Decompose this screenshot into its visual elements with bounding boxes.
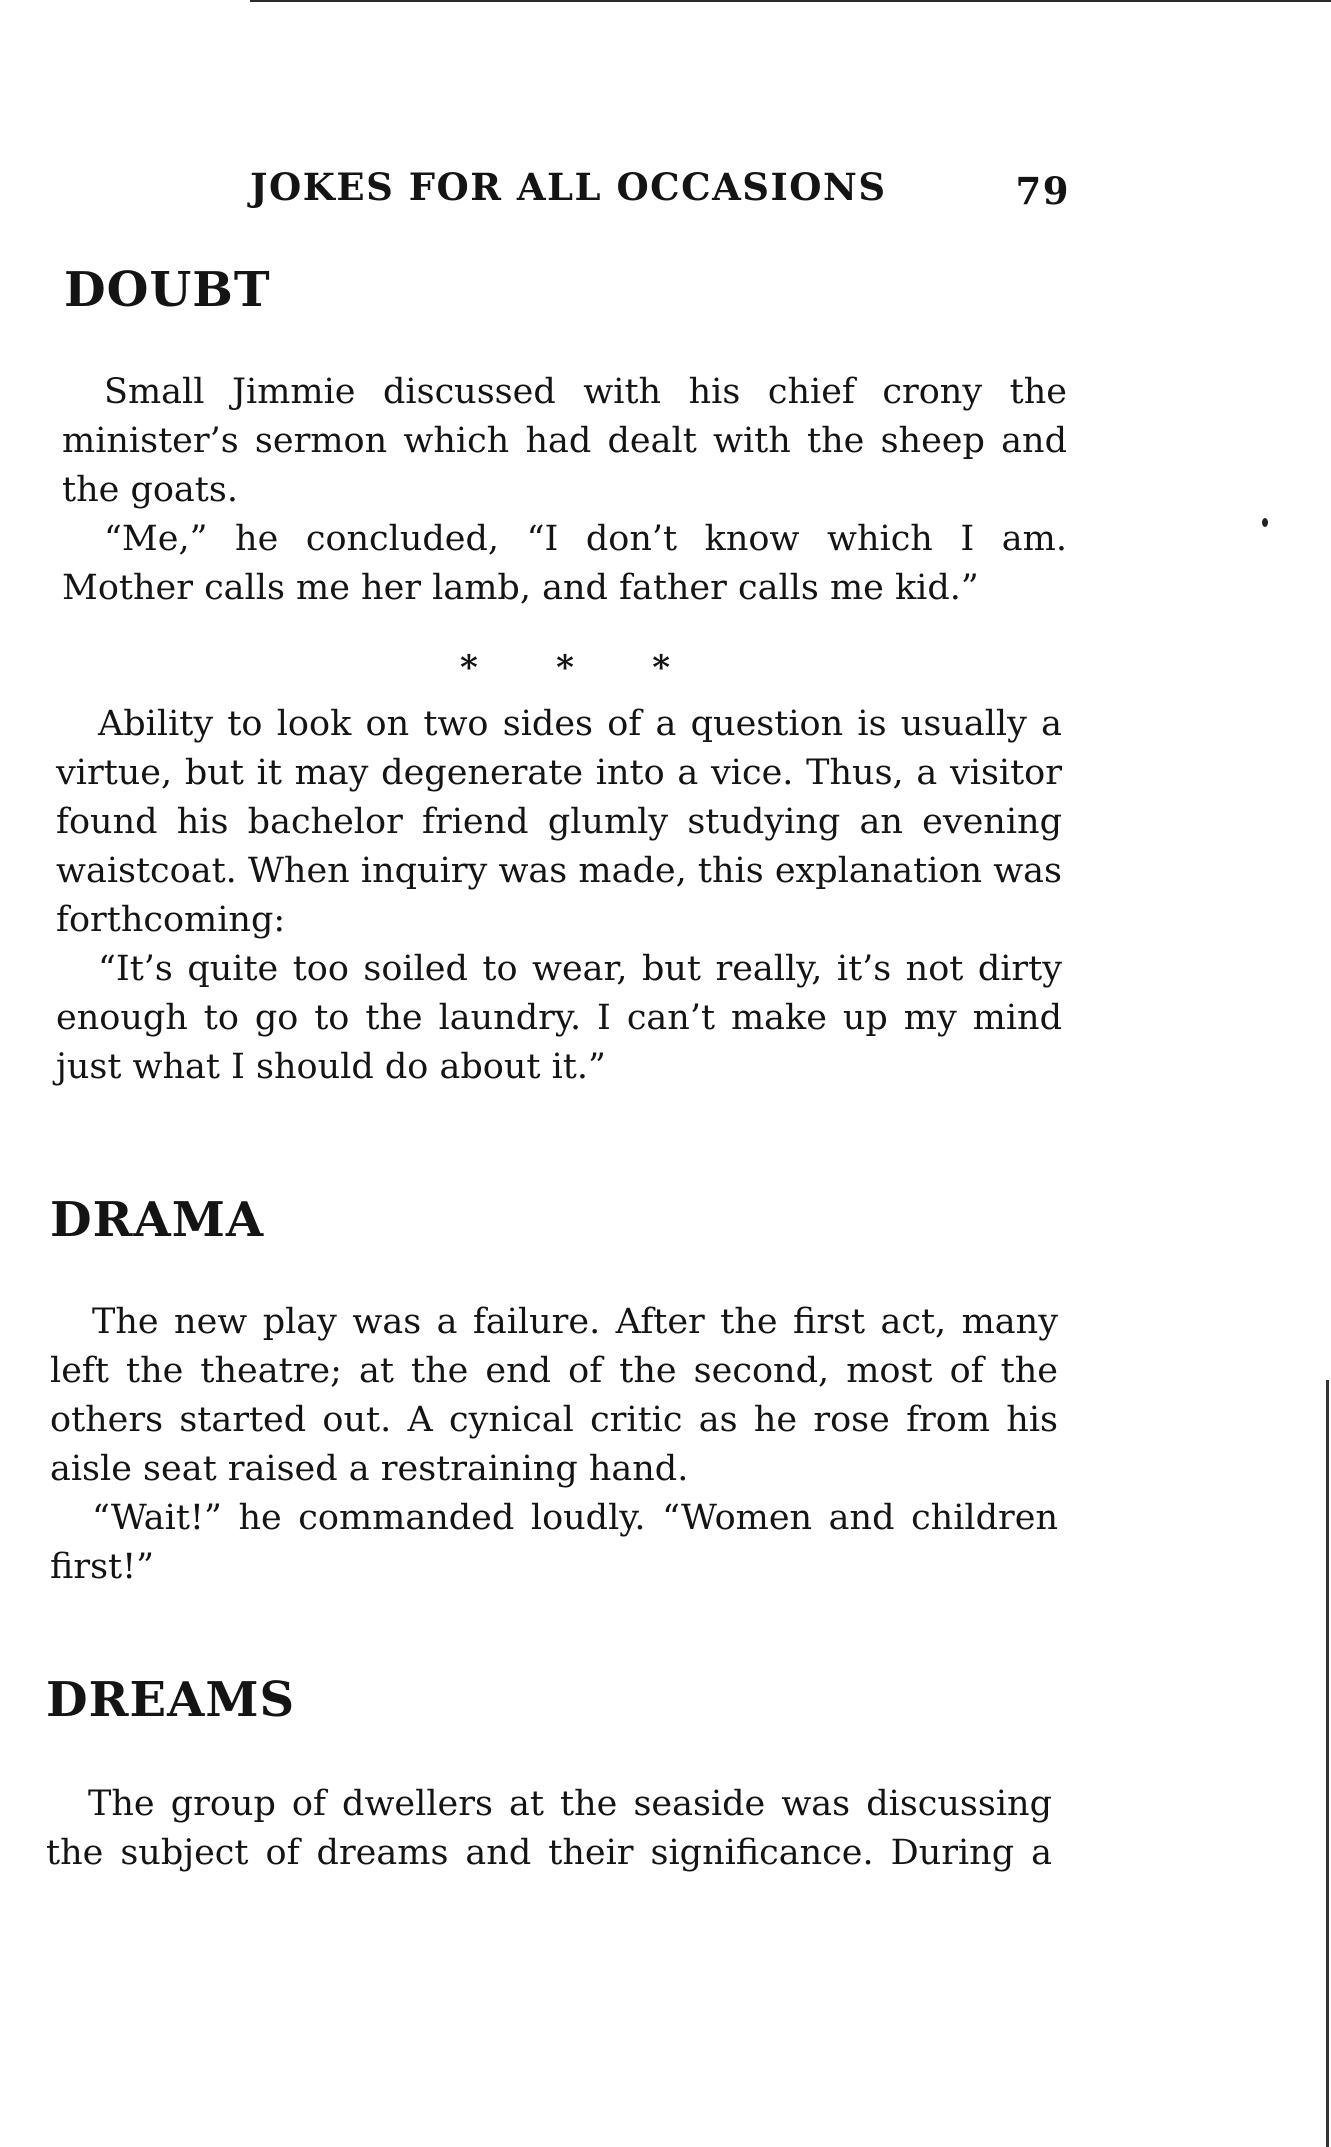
separator-star: * [652, 648, 670, 688]
section-body-drama [50, 1298, 1058, 1592]
paragraph: Small Jimmie discussed with his chief crony the minister’s sermon which had dealt with the sheep and the goats. [62, 372, 1067, 510]
section-heading-drama: DRAMA [50, 1192, 265, 1248]
paragraph: The group of dwellers at the seaside was discussing the subject of dreams and their significance. During a [46, 1784, 1052, 1873]
running-head [250, 165, 1070, 215]
page-number: 79 [1015, 169, 1070, 213]
section-body-doubt [62, 368, 1067, 613]
paragraph: The new play was a failure. After the first act, many left the theatre; at the end of the second, most of the others started out. A cynical critic as he rose from his aisle seat raised a restraining hand. [50, 1302, 1058, 1489]
paragraph: “Me,” he concluded, “I don’t know which I am. Mother calls me her lamb, and father calls me kid.” [62, 519, 1067, 608]
running-head-title: JOKES FOR ALL OCCASIONS [250, 165, 887, 209]
paragraph: “It’s quite too soiled to wear, but really, it’s not dirty enough to go to the laundry. I can’t make up my mind just what I should do about it.” [56, 949, 1062, 1087]
section-heading-doubt: DOUBT [64, 262, 271, 318]
section-body-dreams [46, 1780, 1052, 1878]
section-separator [460, 648, 670, 688]
section-body-doubt-2 [56, 700, 1062, 1092]
section-heading-dreams: DREAMS [46, 1672, 296, 1728]
paragraph: Ability to look on two sides of a question is usually a virtue, but it may degenerate into a vice. Thus, a visitor found his bachelor friend glumly studying an evening waistcoat. When inquiry was made, this explanation was forthcoming: [56, 704, 1062, 940]
separator-star: * [460, 648, 478, 688]
paragraph: “Wait!” he commanded loudly. “Women and children first!” [50, 1498, 1058, 1587]
separator-star: * [556, 648, 574, 688]
